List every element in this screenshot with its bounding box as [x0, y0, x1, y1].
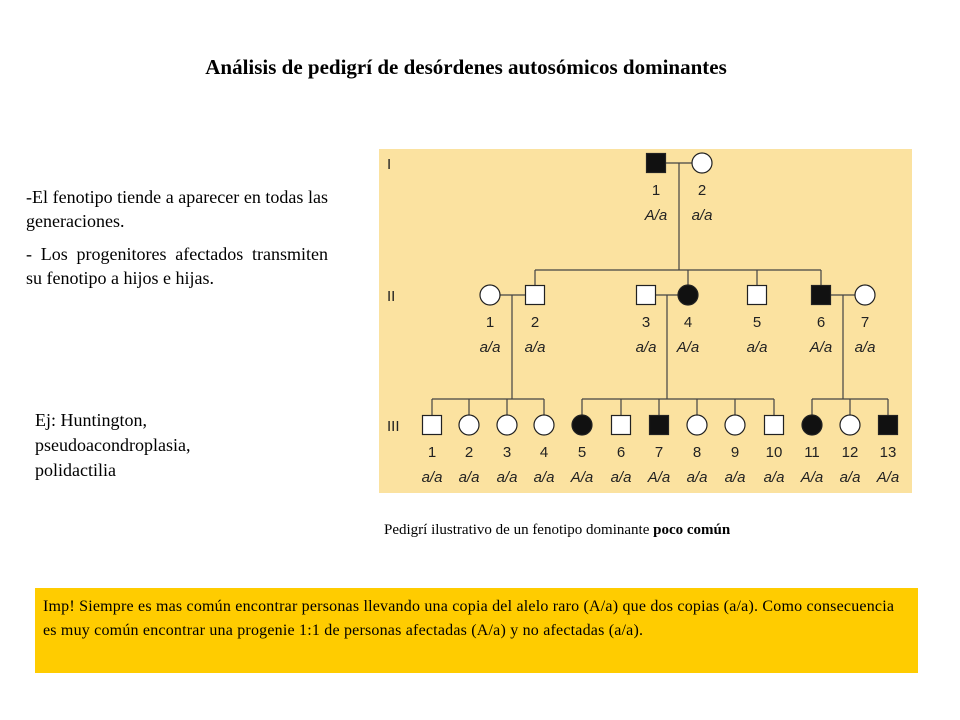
caption-text: Pedigrí ilustrativo de un fenotipo dominante — [384, 522, 654, 538]
generation-label: I — [387, 156, 392, 173]
individual-number: 2 — [530, 314, 540, 331]
unaffected-female-symbol — [840, 415, 860, 435]
individual-genotype: a/a — [839, 469, 861, 486]
individual-genotype: A/a — [809, 339, 833, 356]
individual-number: 12 — [841, 444, 859, 461]
individual-number: 3 — [641, 314, 651, 331]
individual-number: 9 — [730, 444, 740, 461]
individual-genotype: a/a — [854, 339, 876, 356]
unaffected-female-symbol — [692, 153, 712, 173]
individual-genotype: a/a — [763, 469, 785, 486]
individual-genotype: A/a — [570, 469, 594, 486]
individual-number: 4 — [539, 444, 549, 461]
individual-number: 5 — [577, 444, 587, 461]
individual-genotype: a/a — [691, 207, 713, 224]
individual-number: 3 — [502, 444, 512, 461]
individual-genotype: A/a — [676, 339, 700, 356]
affected-female-symbol — [802, 415, 822, 435]
individual-genotype: a/a — [524, 339, 546, 356]
bullet-item: - Los progenitores afectados transmiten su fenotipo a hijos e hijas. — [26, 244, 328, 288]
individual-number: 6 — [816, 314, 826, 331]
generation-label: III — [387, 418, 400, 435]
individual-genotype: a/a — [724, 469, 746, 486]
individual-genotype: A/a — [644, 207, 668, 224]
pedigree-caption — [384, 522, 730, 539]
unaffected-female-symbol — [687, 415, 707, 435]
affected-male-symbol — [879, 416, 898, 435]
individual-number: 1 — [651, 182, 661, 199]
example-line: polidactilia — [35, 460, 116, 480]
affected-male-symbol — [647, 154, 666, 173]
individual-number: 4 — [683, 314, 693, 331]
unaffected-male-symbol — [765, 416, 784, 435]
caption-bold: poco común — [653, 522, 731, 538]
unaffected-female-symbol — [534, 415, 554, 435]
affected-male-symbol — [650, 416, 669, 435]
unaffected-male-symbol — [423, 416, 442, 435]
individual-number: 7 — [654, 444, 664, 461]
individual-number: 11 — [804, 444, 820, 461]
individual-number: 6 — [616, 444, 626, 461]
important-note: Imp! Siempre es mas común encontrar personas llevando una copia del alelo raro (A/a) que dos copias (a/a). Como consecuencia es muy común encontrar una progenie 1:1 de personas afectadas (A/a) y no afectadas (a/a). — [35, 588, 918, 673]
individual-number: 1 — [485, 314, 495, 331]
individual-genotype: a/a — [533, 469, 555, 486]
affected-male-symbol — [812, 286, 831, 305]
unaffected-male-symbol — [748, 286, 767, 305]
example-text — [35, 408, 295, 483]
affected-female-symbol — [572, 415, 592, 435]
bullet-item: -El fenotipo tiende a aparecer en todas las generaciones. — [26, 187, 328, 231]
individual-number: 7 — [860, 314, 870, 331]
individual-genotype: A/a — [876, 469, 900, 486]
generation-label: II — [387, 288, 396, 305]
individual-number: 5 — [752, 314, 762, 331]
individual-number: 2 — [464, 444, 474, 461]
individual-genotype: a/a — [686, 469, 708, 486]
individual-number: 8 — [692, 444, 702, 461]
unaffected-female-symbol — [459, 415, 479, 435]
example-line: Ej: Huntington, — [35, 410, 147, 430]
individual-genotype: a/a — [635, 339, 657, 356]
individual-genotype: a/a — [496, 469, 518, 486]
pedigree-diagram — [379, 149, 912, 493]
unaffected-male-symbol — [637, 286, 656, 305]
individual-number: 1 — [427, 444, 437, 461]
unaffected-female-symbol — [855, 285, 875, 305]
individual-genotype: a/a — [479, 339, 501, 356]
individual-number: 10 — [765, 444, 783, 461]
slide-title: Análisis de pedigrí de desórdenes autosómicos dominantes — [205, 55, 727, 79]
individual-genotype: A/a — [647, 469, 671, 486]
unaffected-female-symbol — [480, 285, 500, 305]
individual-genotype: a/a — [421, 469, 443, 486]
bullet-list — [26, 185, 328, 299]
unaffected-female-symbol — [725, 415, 745, 435]
individual-genotype: a/a — [610, 469, 632, 486]
individual-number: 13 — [879, 444, 897, 461]
unaffected-male-symbol — [526, 286, 545, 305]
affected-female-symbol — [678, 285, 698, 305]
individual-genotype: a/a — [458, 469, 480, 486]
individual-number: 2 — [697, 182, 707, 199]
individual-genotype: a/a — [746, 339, 768, 356]
unaffected-female-symbol — [497, 415, 517, 435]
individual-genotype: A/a — [800, 469, 824, 486]
unaffected-male-symbol — [612, 416, 631, 435]
example-line: pseudoacondroplasia, — [35, 435, 191, 455]
